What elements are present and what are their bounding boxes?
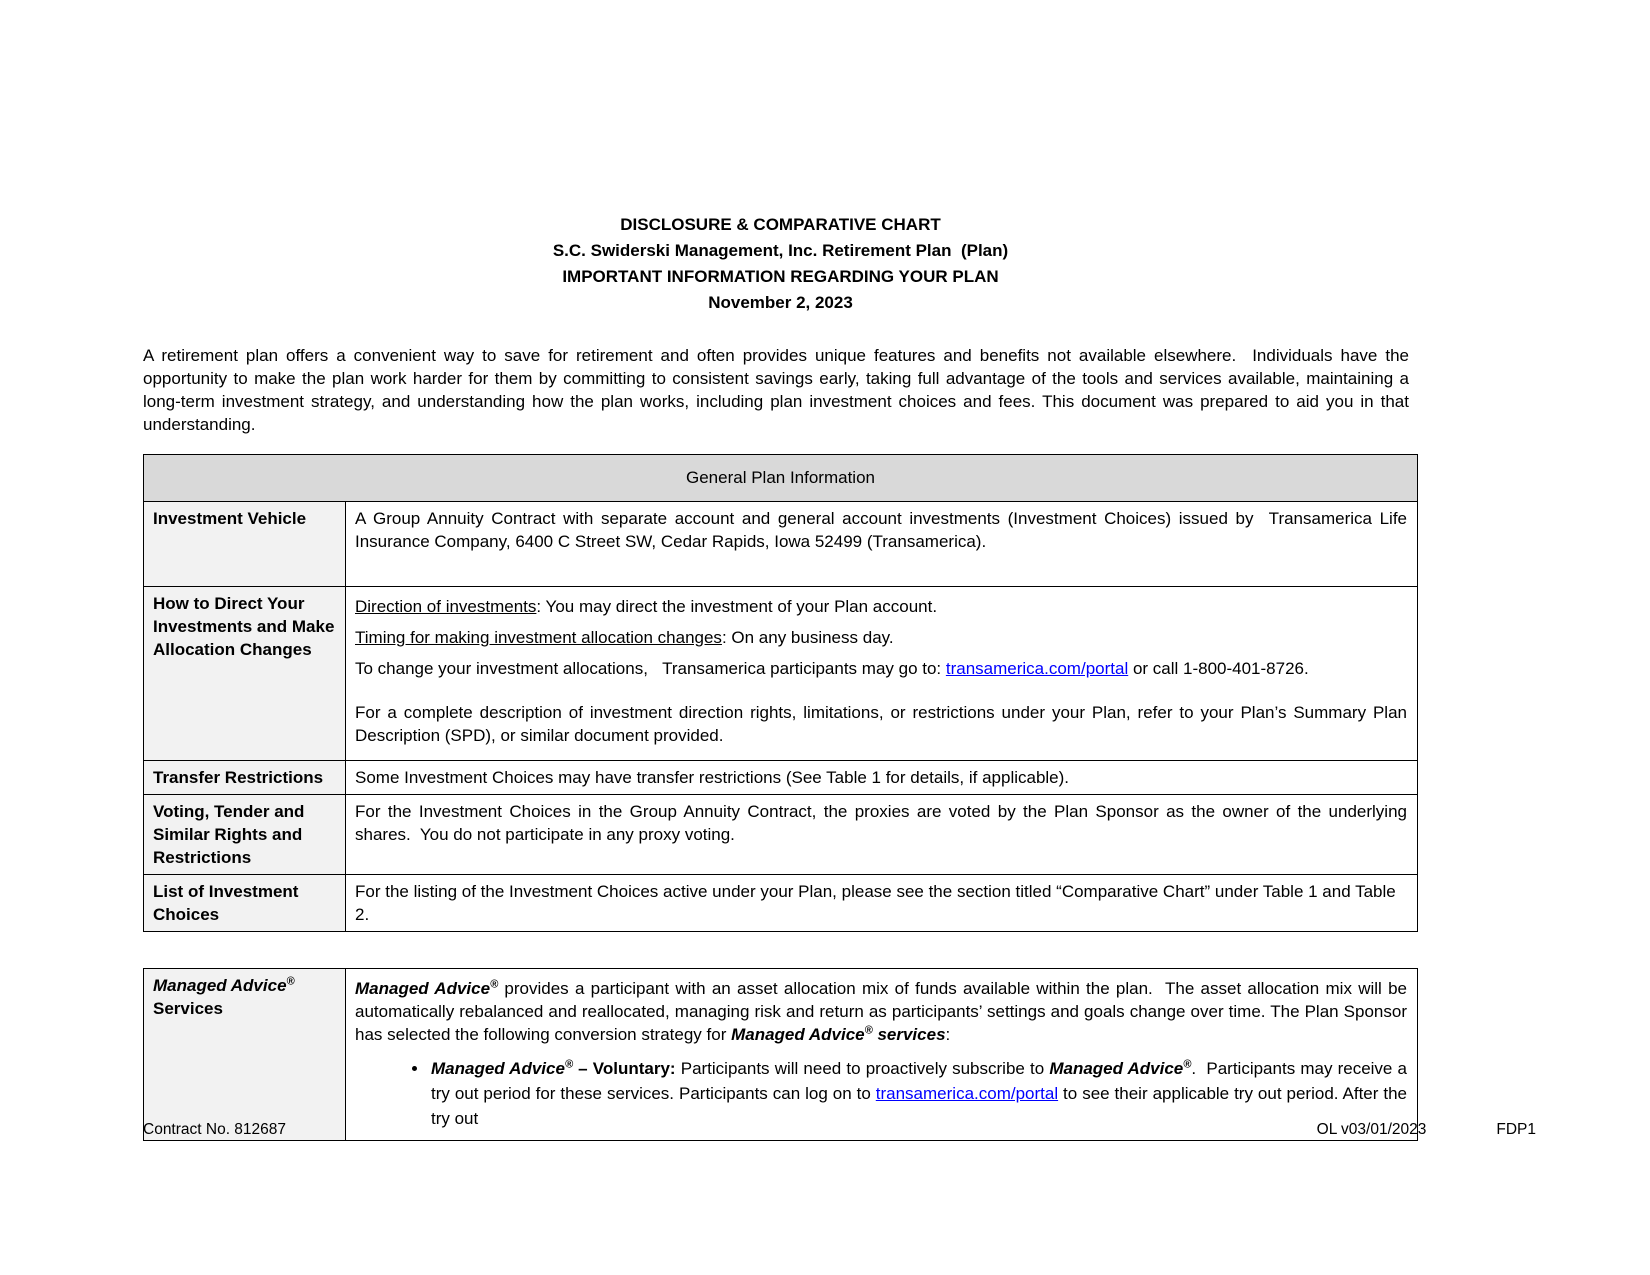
direction-rest: : You may direct the investment of your Plan account. (536, 597, 938, 616)
document-page (143, 0, 1418, 1141)
managed-advice-brand-label: Managed Advice® (153, 975, 295, 995)
managed-advice-text: provides a participant with an asset allocation mix of funds available within the plan. The asset allocation mix will be automatically rebalanced and reallocated, managing risk and return as participants’ settings and goals change over time. The Plan Sponsor has selected the following conversion strategy for (355, 979, 1407, 1044)
row-label-transfer-restrictions: Transfer Restrictions (144, 761, 346, 795)
timing-rest: : On any business day. (721, 628, 894, 647)
transamerica-portal-link-bullet[interactable]: transamerica.com/portal (875, 1084, 1059, 1103)
row-label-direct-investments: How to Direct Your Investments and Make Allocation Changes (144, 587, 346, 761)
direction-of-investments-line (355, 595, 1407, 618)
table-row-voting-rights (144, 795, 1418, 875)
voluntary-text-3: to see their applicable try out period. After the try out (431, 1084, 1407, 1128)
row-label-voting-rights: Voting, Tender and Similar Rights and Restrictions (144, 795, 346, 875)
table-row-investment-choices-list (144, 875, 1418, 932)
conversion-strategy-list (355, 1056, 1407, 1131)
contract-number: Contract No. 812687 (143, 1121, 287, 1138)
row-label-managed-advice (144, 969, 346, 1141)
change-allocations-post: or call 1-800-401-8726. (1128, 659, 1309, 678)
voluntary-text-2: . Participants may receive a try out period for these services. Participants can log on to (431, 1059, 1407, 1103)
table-row-transfer-restrictions (144, 761, 1418, 795)
row-content-voting-rights: For the Investment Choices in the Group Annuity Contract, the proxies are voted by the Plan Sponsor as the owner of the underlying shares. You do not participate in any proxy voting. (346, 795, 1418, 875)
spd-reference-line: For a complete description of investment direction rights, limitations, or restrictions under your Plan, refer to your Plan’s Summary Plan Description (SPD), or similar document provided. (355, 703, 1407, 745)
timing-line (355, 626, 1407, 649)
row-content-managed-advice (346, 969, 1418, 1141)
direction-lead-underlined: Direction of investments (355, 597, 537, 616)
doc-date: November 2, 2023 (708, 293, 853, 312)
form-code: FDP1 (1496, 1121, 1536, 1138)
row-label-investment-vehicle: Investment Vehicle (144, 502, 346, 587)
page-footer (143, 1121, 1536, 1139)
transamerica-portal-link[interactable]: transamerica.com/portal (945, 659, 1129, 678)
row-label-investment-choices-list: List of Investment Choices (144, 875, 346, 932)
timing-lead-underlined: Timing for making investment allocation changes (355, 628, 722, 647)
intro-paragraph: A retirement plan offers a convenient way to save for retirement and often provides unique features and benefits not available elsewhere. Individuals have the opportunity to make the plan work harder for them by committing to consistent savings early, taking full advantage of the tools and services available, maintaining a long-term investment strategy, and understanding how the plan works, including plan investment choices and fees. This document was prepared to aid you in that understanding. (143, 346, 1409, 434)
document-header (143, 212, 1418, 316)
voluntary-bullet-item (429, 1056, 1407, 1131)
doc-title: DISCLOSURE & COMPARATIVE CHART (620, 215, 941, 234)
voluntary-colon: : (669, 1059, 676, 1078)
managed-advice-brand-inline-2: Managed Advice® services (731, 1024, 946, 1044)
managed-advice-services-label: Services (153, 999, 223, 1018)
row-content-direct-investments (346, 587, 1418, 761)
row-content-transfer-restrictions: Some Investment Choices may have transfer restrictions (See Table 1 for details, if applicable). (346, 761, 1418, 795)
row-content-investment-vehicle: A Group Annuity Contract with separate account and general account investments (Investment Choices) issued by Transamerica Life Insurance Company, 6400 C Street SW, Cedar Rapids, Iowa 52499 (Transamerica). (346, 502, 1418, 587)
table-title: General Plan Information (144, 455, 1418, 502)
managed-advice-brand-bullet-2: Managed Advice® (1049, 1058, 1192, 1078)
version-label: OL v03/01/2023 (1316, 1121, 1427, 1138)
table-row-direct-investments (144, 587, 1418, 761)
managed-advice-brand-bullet: Managed Advice® (431, 1058, 574, 1078)
table-header-row (144, 455, 1418, 502)
plan-name: S.C. Swiderski Management, Inc. Retirement Plan (Plan) (552, 241, 1009, 260)
change-allocations-line (355, 657, 1407, 680)
change-allocations-pre: To change your investment allocations, Transamerica participants may go to: (355, 659, 946, 678)
managed-advice-colon: : (945, 1025, 951, 1044)
voluntary-text-1: Participants will need to proactively subscribe to (675, 1059, 1050, 1078)
table-row-managed-advice (144, 969, 1418, 1141)
managed-advice-table (143, 968, 1418, 1141)
managed-advice-description (355, 977, 1407, 1046)
table-row-investment-vehicle (144, 502, 1418, 587)
voluntary-bold-label: – Voluntary (573, 1059, 670, 1078)
general-plan-table (143, 454, 1418, 932)
managed-advice-brand-inline: Managed Advice® (355, 978, 499, 998)
row-content-investment-choices-list: For the listing of the Investment Choices active under your Plan, please see the section titled “Comparative Chart” under Table 1 and Table 2. (346, 875, 1418, 932)
doc-subtitle: IMPORTANT INFORMATION REGARDING YOUR PLAN (562, 267, 999, 286)
